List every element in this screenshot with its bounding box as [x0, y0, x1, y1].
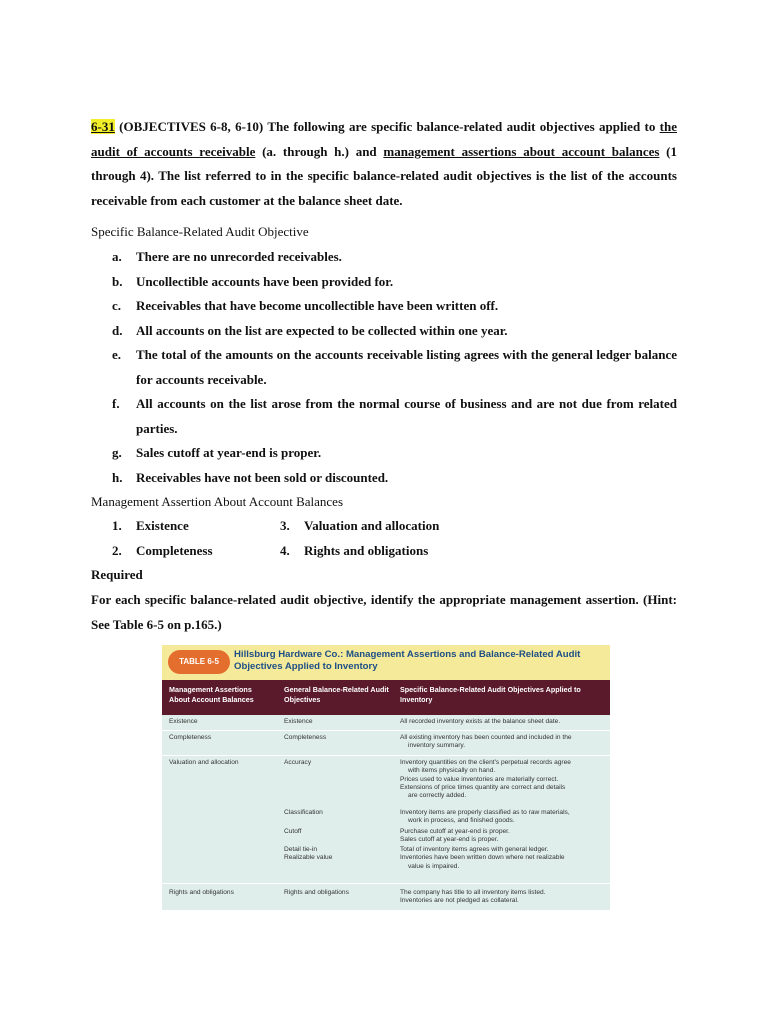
- cell-line: The company has title to all inventory items listed.: [400, 889, 546, 896]
- column-header: General Balance-Related Audit Objectives: [284, 685, 389, 704]
- cell-line: Purchase cutoff at year-end is proper.: [400, 828, 510, 835]
- assertion-text: Completeness: [136, 543, 213, 558]
- table-cell: Rights and obligations: [284, 889, 349, 896]
- assertion-item: [280, 514, 439, 539]
- table-cell: Rights and obligations: [169, 889, 234, 896]
- objective-text: There are no unrecorded receivables.: [136, 249, 342, 264]
- objective-text: Receivables that have become uncollectible have been written off.: [136, 298, 499, 313]
- cell-line: work in process, and finished goods.: [408, 817, 515, 825]
- intro-text-b: (a. through h.) and: [255, 143, 384, 159]
- table-cell: [400, 889, 605, 906]
- cell-line: Prices used to value inventories are materially correct.: [400, 775, 559, 783]
- assertion-number: 4.: [280, 543, 290, 558]
- objective-text: The total of the amounts on the accounts receivable listing agrees with the general ledger balance for accounts receivable.: [136, 347, 677, 387]
- assertion-item: [112, 514, 189, 539]
- table-title-bar: [162, 645, 610, 680]
- objective-item: [112, 245, 677, 270]
- table-title: Hillsburg Hardware Co.: Management Assertions and Balance-Related Audit Objectives Applied to Inventory: [234, 649, 581, 672]
- cell-line: Inventory quantities on the client's perpetual records agree: [400, 759, 571, 766]
- objective-item: [112, 466, 677, 491]
- table-cell: [400, 809, 605, 826]
- cell-line: Inventories have been written down where net realizable: [400, 854, 565, 862]
- required-text: For each specific balance-related audit objective, identify the appropriate management assertion. (Hint: See Table 6-5 on p.165.): [91, 592, 677, 632]
- cell-line: Detail tie-in: [284, 846, 317, 853]
- objective-letter: e.: [112, 347, 122, 362]
- objectives-list: [112, 245, 677, 490]
- objective-letter: c.: [112, 298, 122, 313]
- table-row: [162, 756, 610, 884]
- table-row: [162, 884, 610, 910]
- table-cell: Classification: [284, 809, 323, 816]
- objective-item: [112, 294, 677, 319]
- table-cell: [400, 846, 605, 871]
- objective-letter: h.: [112, 469, 123, 485]
- column-header: Specific Balance-Related Audit Objectives Applied to Inventory: [400, 685, 581, 704]
- cell-line: Inventory items are properly classified as to raw materials,: [400, 809, 570, 816]
- cell-line: Inventories are not pledged as collateral.: [400, 897, 519, 905]
- objective-text: Uncollectible accounts have been provided for.: [136, 273, 394, 289]
- table-cell: Completeness: [284, 734, 327, 741]
- table-cell: Existence: [284, 718, 313, 725]
- objective-letter: f.: [112, 396, 120, 411]
- column-header: Management Assertions About Account Balances: [169, 685, 254, 704]
- assertion-number: 3.: [280, 518, 290, 533]
- intro-text-c: (1 through 4). The list referred to in the specific balance-related audit objectives is the list of the accounts receivable from each customer at the balance sheet date.: [91, 143, 677, 208]
- assertion-text: Existence: [136, 518, 189, 533]
- cell-line: All existing inventory has been counted and included in the: [400, 734, 572, 741]
- objective-letter: a.: [112, 249, 122, 264]
- objective-text: Receivables have not been sold or discounted.: [136, 469, 389, 485]
- table-cell: [400, 759, 605, 800]
- management-assertions-phrase: management assertions about account balances: [383, 143, 660, 159]
- table-header-row: [162, 680, 610, 715]
- cell-line: are correctly added.: [408, 792, 467, 800]
- table-row: [162, 731, 610, 756]
- table-cell: Cutoff: [284, 828, 302, 835]
- accounts-receivable-phrase: the audit of accounts receivable: [91, 119, 677, 159]
- cell-line: inventory summary.: [408, 742, 466, 750]
- objective-letter: g.: [112, 445, 122, 460]
- table-cell: All recorded inventory exists at the balance sheet date.: [400, 718, 561, 725]
- table-cell: Accuracy: [284, 759, 312, 766]
- table-cell: [284, 846, 394, 863]
- objective-item: [112, 343, 677, 392]
- objective-item: [112, 270, 677, 295]
- cell-line: Total of inventory items agrees with general ledger.: [400, 846, 549, 853]
- table-figure: [162, 645, 610, 910]
- objective-text: All accounts on the list arose from the normal course of business and are not due from related parties.: [136, 396, 677, 436]
- table-cell: Completeness: [169, 734, 212, 741]
- assertion-text: Valuation and allocation: [304, 518, 440, 533]
- intro-text-a: (OBJECTIVES 6-8, 6-10) The following are specific balance-related audit objectives applied to: [114, 119, 660, 134]
- cell-line: Realizable value: [284, 854, 333, 862]
- table-tag: TABLE 6-5: [168, 650, 230, 674]
- objective-item: [112, 441, 677, 466]
- problem-number: 6-31: [91, 119, 115, 134]
- objective-letter: d.: [112, 322, 123, 338]
- objectives-heading: Specific Balance-Related Audit Objective: [91, 224, 309, 239]
- cell-line: Extensions of price times quantity are correct and details: [400, 783, 566, 791]
- cell-line: Sales cutoff at year-end is proper.: [400, 836, 499, 844]
- table-cell: Valuation and allocation: [169, 759, 239, 766]
- assertion-text: Rights and obligations: [304, 543, 429, 558]
- problem-intro: [91, 115, 677, 213]
- table-cell: Existence: [169, 718, 198, 725]
- objective-item: [112, 319, 677, 344]
- cell-line: value is impaired.: [408, 862, 460, 870]
- required-label: Required: [91, 567, 143, 582]
- cell-line: with items physically on hand.: [408, 767, 496, 775]
- assertions-heading: Management Assertion About Account Balances: [91, 494, 344, 509]
- assertion-number: 2.: [112, 543, 122, 558]
- table-body: [162, 715, 610, 910]
- assertion-number: 1.: [112, 518, 122, 533]
- objective-item: [112, 392, 677, 441]
- assertion-item: [112, 539, 213, 564]
- table-row: [162, 715, 610, 731]
- objective-text: Sales cutoff at year-end is proper.: [136, 445, 322, 460]
- objective-text: All accounts on the list are expected to be collected within one year.: [136, 322, 508, 338]
- table-cell: [400, 828, 605, 845]
- objective-letter: b.: [112, 273, 123, 289]
- assertion-item: [280, 539, 428, 564]
- table-cell: [400, 734, 605, 751]
